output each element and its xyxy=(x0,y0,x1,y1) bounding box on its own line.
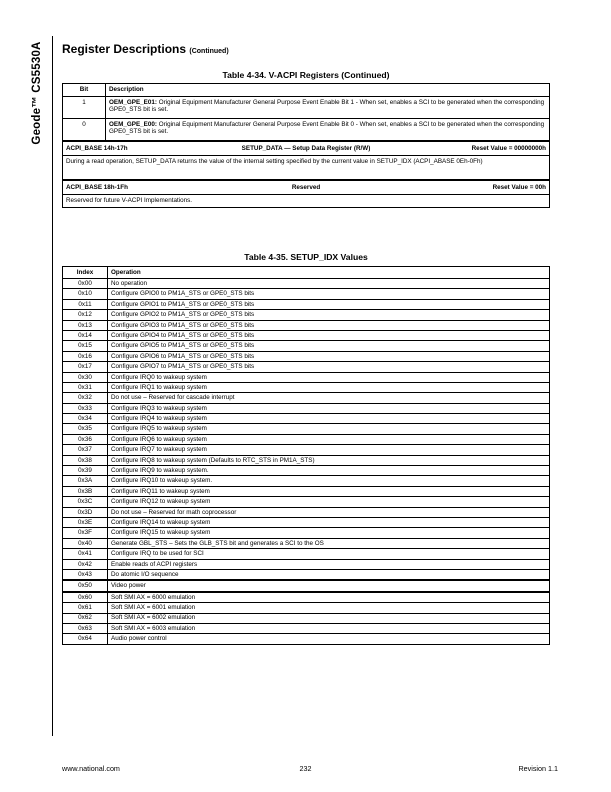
index-cell: 0x16 xyxy=(63,351,108,361)
table1-header-row xyxy=(63,84,550,97)
table-row xyxy=(63,476,550,486)
table-row xyxy=(63,414,550,424)
operation-cell: Configure GPIO4 to PM1A_STS or GPE0_STS bits xyxy=(108,330,550,340)
index-cell: 0x32 xyxy=(63,393,108,403)
index-cell: 0x39 xyxy=(63,466,108,476)
operation-cell: Do not use – Reserved for math coprocessor xyxy=(108,507,550,517)
footer-revision: Revision 1.1 xyxy=(518,764,558,773)
operation-cell: Configure IRQ11 to wakeup system xyxy=(108,486,550,496)
table-row xyxy=(63,299,550,309)
operation-cell: Soft SMI AX = 6000 emulation xyxy=(108,592,550,603)
index-cell: 0x3A xyxy=(63,476,108,486)
bit-number: 0 xyxy=(63,119,106,142)
table-row xyxy=(63,580,550,591)
table-row xyxy=(63,351,550,361)
index-cell: 0x3C xyxy=(63,497,108,507)
index-cell: 0x33 xyxy=(63,403,108,413)
index-cell: 0x41 xyxy=(63,549,108,559)
index-column-header: Index xyxy=(63,267,108,279)
side-divider xyxy=(52,36,53,736)
operation-column-header: Operation xyxy=(108,267,550,279)
side-title xyxy=(27,38,47,148)
index-cell: 0x00 xyxy=(63,279,108,289)
table-row xyxy=(63,623,550,633)
register-description: During a read operation, SETUP_DATA returns the value of the internal setting specified by the current value in SETUP_IDX (ACPI_ABASE 0Eh-0Fh) xyxy=(63,156,550,181)
table-row xyxy=(63,424,550,434)
table-row xyxy=(63,289,550,299)
index-cell: 0x36 xyxy=(63,434,108,444)
register-address: ACPI_BASE 18h-1Fh xyxy=(66,183,128,191)
operation-cell: Configure GPIO1 to PM1A_STS or GPE0_STS bits xyxy=(108,299,550,309)
table-row xyxy=(63,393,550,403)
index-cell: 0x12 xyxy=(63,310,108,320)
table-row xyxy=(63,559,550,569)
index-cell: 0x34 xyxy=(63,414,108,424)
table-row xyxy=(63,549,550,559)
operation-cell: Configure IRQ0 to wakeup system xyxy=(108,372,550,382)
table2-header-row xyxy=(63,267,550,279)
index-cell: 0x43 xyxy=(63,569,108,580)
operation-cell: Configure GPIO6 to PM1A_STS or GPE0_STS bits xyxy=(108,351,550,361)
operation-cell: Configure IRQ to be used for SCI xyxy=(108,549,550,559)
operation-cell: Do not use – Reserved for cascade interrupt xyxy=(108,393,550,403)
table-row xyxy=(63,517,550,527)
operation-cell: Configure GPIO5 to PM1A_STS or GPE0_STS bits xyxy=(108,341,550,351)
index-cell: 0x40 xyxy=(63,538,108,548)
table-row xyxy=(63,613,550,623)
table-row xyxy=(63,279,550,289)
table-row xyxy=(63,455,550,465)
index-cell: 0x15 xyxy=(63,341,108,351)
table-row xyxy=(63,603,550,613)
setup-data-register-header xyxy=(63,141,550,156)
index-cell: 0x50 xyxy=(63,580,108,591)
index-cell: 0x30 xyxy=(63,372,108,382)
vacpi-registers-table xyxy=(62,83,550,208)
index-cell: 0x17 xyxy=(63,362,108,372)
operation-cell: Soft SMI AX = 6003 emulation xyxy=(108,623,550,633)
index-cell: 0x3B xyxy=(63,486,108,496)
table-row xyxy=(63,382,550,392)
table-row xyxy=(63,466,550,476)
bit-description xyxy=(106,97,550,119)
bit-number: 1 xyxy=(63,97,106,119)
register-description: Reserved for future V-ACPI Implementations. xyxy=(63,195,550,208)
register-reset-value: Reset Value = 00h xyxy=(492,183,546,191)
index-cell: 0x62 xyxy=(63,613,108,623)
operation-cell: Configure IRQ1 to wakeup system xyxy=(108,382,550,392)
register-name: SETUP_DATA — Setup Data Register (R/W) xyxy=(241,144,371,152)
section-heading xyxy=(62,42,229,56)
side-title-text: Geode™ CS5530A xyxy=(31,41,43,145)
table-row xyxy=(63,445,550,455)
table-row xyxy=(63,592,550,603)
operation-cell: Soft SMI AX = 6002 emulation xyxy=(108,613,550,623)
index-cell: 0x13 xyxy=(63,320,108,330)
index-cell: 0x38 xyxy=(63,455,108,465)
table-row xyxy=(63,403,550,413)
index-cell: 0x3E xyxy=(63,517,108,527)
operation-cell: Soft SMI AX = 6001 emulation xyxy=(108,603,550,613)
operation-cell: Configure IRQ14 to wakeup system xyxy=(108,517,550,527)
register-name: Reserved xyxy=(291,183,321,191)
operation-cell: Configure IRQ6 to wakeup system xyxy=(108,434,550,444)
reserved-register-header xyxy=(63,180,550,195)
footer-website: www.national.com xyxy=(62,764,120,773)
bit-row xyxy=(63,97,550,119)
bit-field-text: Original Equipment Manufacturer General Purpose Event Enable Bit 0 - When set, enables a SCI to be generated when the corresponding GPE0_STS bit is set. xyxy=(109,120,545,136)
index-cell: 0x3F xyxy=(63,528,108,538)
table-row xyxy=(63,320,550,330)
bit-description xyxy=(106,119,550,142)
index-cell: 0x60 xyxy=(63,592,108,603)
index-cell: 0x31 xyxy=(63,382,108,392)
setup-data-register-description xyxy=(63,156,550,181)
table-row xyxy=(63,310,550,320)
operation-cell: Configure GPIO3 to PM1A_STS or GPE0_STS bits xyxy=(108,320,550,330)
table-row xyxy=(63,330,550,340)
table-row xyxy=(63,497,550,507)
bit-field-text: Original Equipment Manufacturer General Purpose Event Enable Bit 1 - When set, enables a SCI to be generated when the corresponding GPE0_STS bit is set. xyxy=(109,98,545,114)
footer-page-number: 232 xyxy=(299,764,312,773)
table-row xyxy=(63,634,550,644)
table1-caption: Table 4-34. V-ACPI Registers (Continued) xyxy=(222,70,390,80)
operation-cell: No operation xyxy=(108,279,550,289)
table-row xyxy=(63,569,550,580)
bit-row xyxy=(63,119,550,142)
operation-cell: Configure IRQ7 to wakeup system xyxy=(108,445,550,455)
table-row xyxy=(63,372,550,382)
index-cell: 0x64 xyxy=(63,634,108,644)
operation-cell: Configure IRQ9 to wakeup system. xyxy=(108,466,550,476)
table2-caption: Table 4-35. SETUP_IDX Values xyxy=(244,252,368,262)
operation-cell: Generate GBL_STS – Sets the GLB_STS bit and generates a SCI to the OS xyxy=(108,538,550,548)
description-column-header: Description xyxy=(106,84,550,97)
index-cell: 0x10 xyxy=(63,289,108,299)
operation-cell: Configure IRQ5 to wakeup system xyxy=(108,424,550,434)
bit-field-name: OEM_GPE_E01: xyxy=(109,98,157,106)
operation-cell: Configure GPIO2 to PM1A_STS or GPE0_STS bits xyxy=(108,310,550,320)
register-reset-value: Reset Value = 00000000h xyxy=(471,144,546,152)
table-row xyxy=(63,434,550,444)
table-row xyxy=(63,507,550,517)
operation-cell: Video power xyxy=(108,580,550,591)
table-row xyxy=(63,486,550,496)
operation-cell: Configure GPIO7 to PM1A_STS or GPE0_STS bits xyxy=(108,362,550,372)
index-cell: 0x61 xyxy=(63,603,108,613)
operation-cell: Configure IRQ3 to wakeup system xyxy=(108,403,550,413)
operation-cell: Do atomic I/O sequence xyxy=(108,569,550,580)
table-row xyxy=(63,362,550,372)
operation-cell: Configure GPIO0 to PM1A_STS or GPE0_STS bits xyxy=(108,289,550,299)
table-row xyxy=(63,528,550,538)
index-cell: 0x63 xyxy=(63,623,108,633)
operation-cell: Configure IRQ12 to wakeup system xyxy=(108,497,550,507)
register-address: ACPI_BASE 14h-17h xyxy=(66,144,128,152)
operation-cell: Audio power control xyxy=(108,634,550,644)
index-cell: 0x35 xyxy=(63,424,108,434)
table-row xyxy=(63,341,550,351)
setup-idx-values-table xyxy=(62,266,550,645)
operation-cell: Configure IRQ10 to wakeup system. xyxy=(108,476,550,486)
operation-cell: Configure IRQ15 to wakeup system xyxy=(108,528,550,538)
operation-cell: Enable reads of ACPI registers xyxy=(108,559,550,569)
operation-cell: Configure IRQ8 to wakeup system (Defaults to RTC_STS in PM1A_STS) xyxy=(108,455,550,465)
operation-cell: Configure IRQ4 to wakeup system xyxy=(108,414,550,424)
index-cell: 0x11 xyxy=(63,299,108,309)
index-cell: 0x3D xyxy=(63,507,108,517)
section-heading-text: Register Descriptions xyxy=(62,42,187,56)
index-cell: 0x14 xyxy=(63,330,108,340)
index-cell: 0x37 xyxy=(63,445,108,455)
section-continued-label: (Continued) xyxy=(189,48,229,55)
reserved-register-description xyxy=(63,195,550,208)
table-row xyxy=(63,538,550,548)
bit-field-name: OEM_GPE_E00: xyxy=(109,120,157,128)
index-cell: 0x42 xyxy=(63,559,108,569)
bit-column-header: Bit xyxy=(63,84,106,97)
table2-body xyxy=(63,279,550,645)
